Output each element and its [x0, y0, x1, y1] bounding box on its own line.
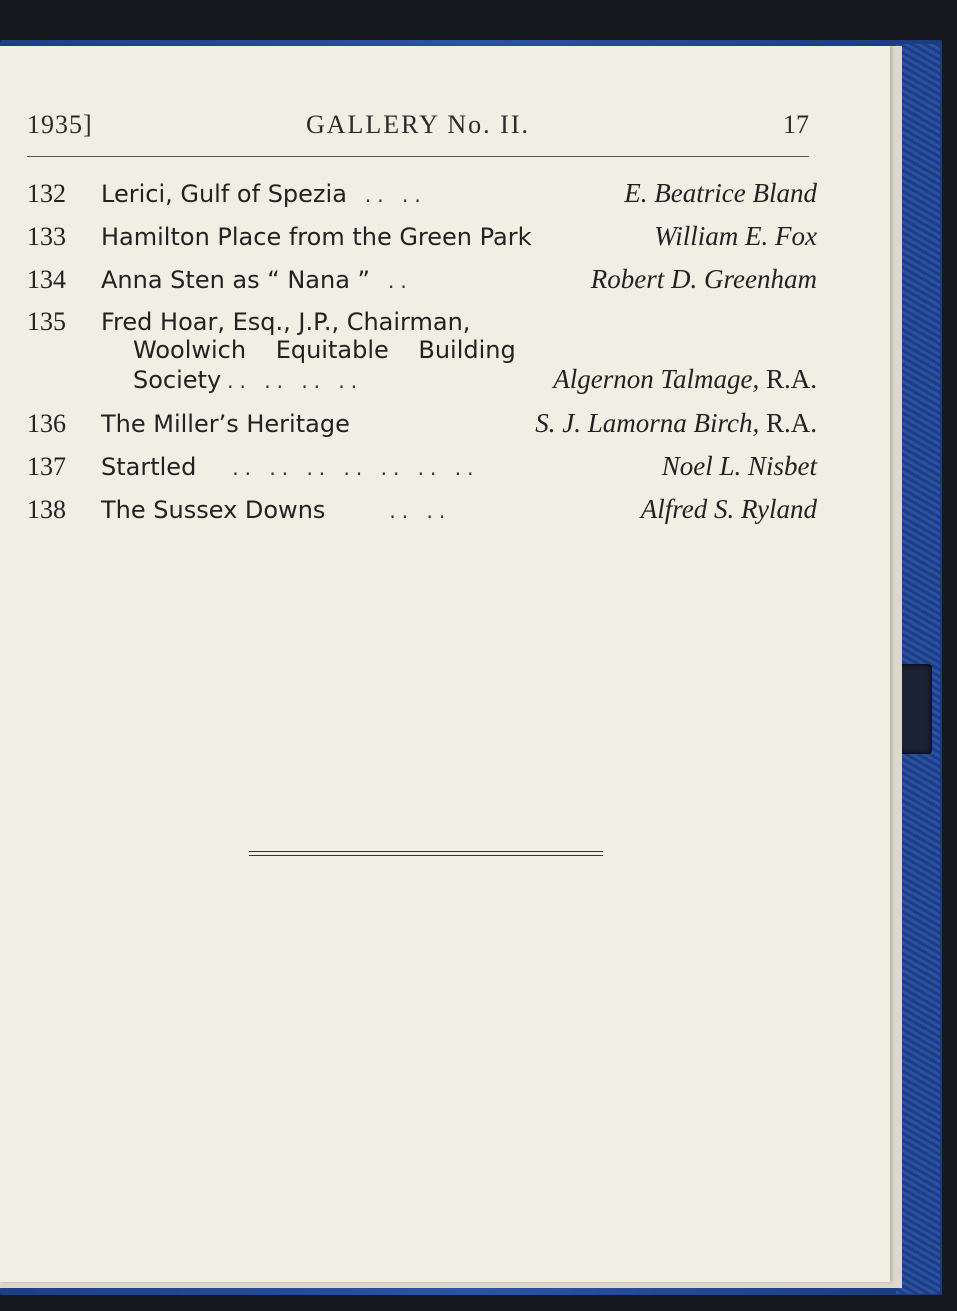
catalogue-entry — [27, 494, 817, 525]
leader-dots: .. .. — [389, 499, 452, 523]
catalogue-entry — [27, 408, 817, 439]
entry-title-line: Woolwich Equitable Building — [133, 336, 516, 364]
leader-dots: .. .. — [364, 183, 427, 207]
entry-artist: Alfred S. Ryland — [640, 494, 817, 524]
catalogue-entries — [27, 178, 817, 537]
entry-artist: William E. Fox — [654, 221, 817, 251]
entry-title: Anna Sten as “ Nana ” — [101, 266, 370, 294]
entry-artist: Algernon Talmage, R.A. — [553, 364, 817, 394]
entry-number: 132 — [27, 179, 66, 208]
entry-title: The Miller’s Heritage — [101, 410, 350, 438]
entry-title: Hamilton Place from the Green Park — [101, 223, 532, 251]
header-page-number: 17 — [783, 110, 809, 139]
entry-artist: S. J. Lamorna Birch, R.A. — [535, 408, 817, 438]
entry-artist: E. Beatrice Bland — [624, 178, 817, 208]
catalogue-entry — [27, 451, 817, 482]
leader-dots: .. .. .. .. .. .. .. — [232, 456, 480, 480]
entry-artist: Robert D. Greenham — [590, 264, 817, 294]
entry-title: The Sussex Downs — [101, 496, 326, 524]
ribbon-clasp — [898, 664, 932, 754]
header-rule — [27, 156, 809, 157]
running-head — [27, 110, 809, 146]
header-year: 1935] — [27, 110, 93, 139]
entry-title-line: Society — [133, 366, 222, 394]
section-end-rule — [249, 851, 603, 856]
catalogue-entry — [27, 307, 817, 396]
entry-number: 136 — [27, 409, 66, 438]
entry-artist: Noel L. Nisbet — [661, 451, 817, 481]
catalogue-entry — [27, 264, 817, 295]
entry-number: 138 — [27, 495, 66, 524]
header-gallery: GALLERY No. II. — [305, 110, 530, 139]
entry-title: Lerici, Gulf of Spezia — [101, 180, 347, 208]
entry-number: 135 — [27, 307, 66, 336]
catalogue-entry — [27, 178, 817, 209]
leader-dots: .. — [387, 269, 413, 293]
entry-number: 137 — [27, 452, 66, 481]
entry-title: Startled — [101, 453, 197, 481]
leader-dots: .. .. .. .. — [227, 369, 364, 393]
catalogue-entry — [27, 221, 817, 252]
entry-title-line: Fred Hoar, Esq., J.P., Chairman, — [101, 308, 471, 336]
entry-number: 133 — [27, 222, 66, 251]
entry-number: 134 — [27, 265, 66, 294]
